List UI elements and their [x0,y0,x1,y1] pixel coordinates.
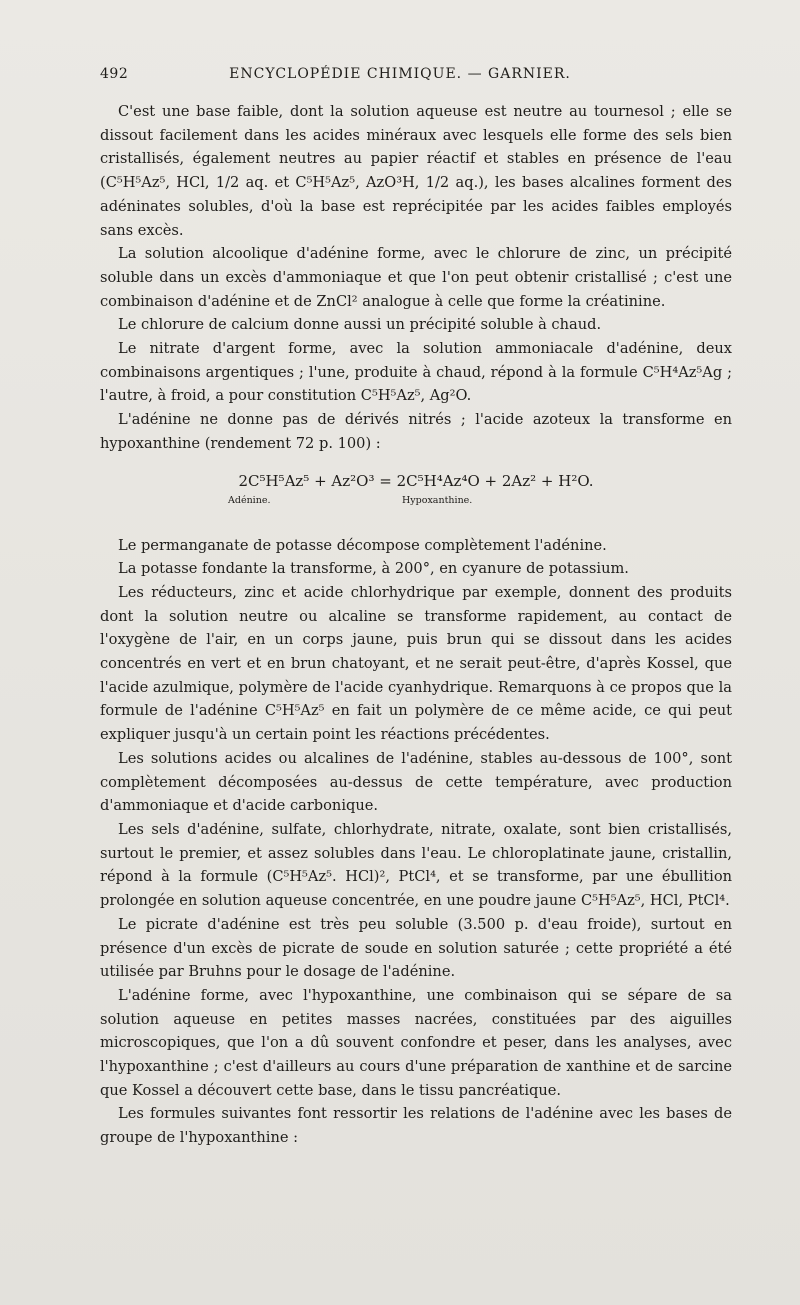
paragraph: La potasse fondante la transforme, à 200°, en cyanure de potassium. [118,560,629,578]
paragraph: Les solutions acides ou alcalines de l'adénine, stables au-dessous de 100°, sont complètement décomposées au-dessus de cette température, avec production d'ammoniaque et d'acide carbonique. [100,749,732,815]
paragraph: Les formules suivantes font ressortir les relations de l'adénine avec les bases de groupe de l'hypoxanthine : [100,1105,732,1147]
paragraph: L'adénine forme, avec l'hypoxanthine, une combinaison qui se sépare de sa solution aqueuse en petites masses nacrées, constituées par des aiguilles microscopiques, que l'on a dû souvent confondre et peser, dans les analyses, avec l'hypoxanthine ; c'est d'ailleurs au cours d'une préparation de xanthine et de sarcine que Kossel a découvert cette base, dans le tissu pancréatique. [100,986,732,1099]
paragraph: L'adénine ne donne pas de dérivés nitrés ; l'acide azoteux la transforme en hypoxanthine (rendement 72 p. 100) : [100,411,732,452]
body-text [100,100,732,1150]
paragraph: Les sels d'adénine, sulfate, chlorhydrate, nitrate, oxalate, sont bien cristallisés, surtout le premier, et assez solubles dans l'eau. Le chloroplatinate jaune, cristallin, répond à la formule (C⁵H⁵Az⁵. HCl)², PtCl⁴, et se transforme, par une ébullition prolongée en solution aqueuse concentrée, en une poudre jaune C⁵H⁵Az⁵, HCl, PtCl⁴. [100,820,732,910]
reaction-equation: 2C⁵H⁵Az⁵ + Az²O³ = 2C⁵H⁴Az⁴O + 2Az² + H²O. [238,471,594,490]
paragraph: Le permanganate de potasse décompose complètement l'adénine. [118,536,607,554]
paragraph: Les réducteurs, zinc et acide chlorhydrique par exemple, donnent des produits dont la solution neutre ou alcaline se transforme rapidement, au contact de l'oxygène de l'air, en un corps jaune, puis brun qui se dissout dans les acides concentrés en vert et en brun chatoyant, et ne serait peut-être, d'après Kossel, que l'acide azulmique, polymère de l'acide cyanhydrique. Remarquons à ce propos que la formule de l'adénine C⁵H⁵Az⁵ en fait un polymère de ce même acide, ce qui peut expliquer jusqu'à un certain point les réactions précédentes. [100,583,732,744]
paragraph: Le picrate d'adénine est très peu soluble (3.500 p. d'eau froide), surtout en présence d'un excès de picrate de soude en solution saturée ; cette propriété a été utilisée par Bruhns pour le dosage de l'adénine. [100,915,732,981]
page-number: 492 [100,66,129,82]
label-hypoxanthine: Hypoxanthine. [402,494,473,506]
equation-labels [100,492,732,514]
paragraph: Le nitrate d'argent forme, avec la solution ammoniacale d'adénine, deux combinaisons argentiques ; l'une, produite à chaud, répond à la formule C⁵H⁴Az⁵Ag ; l'autre, à froid, a pour constitution C⁵H⁵Az⁵, Ag²O. [100,340,732,405]
spacer [100,514,732,534]
paragraph: La solution alcoolique d'adénine forme, avec le chlorure de zinc, un précipité soluble dans un excès d'ammoniaque et que l'on peut obtenir cristallisé ; c'est une combinaison d'adénine et de ZnCl² analogue à celle que forme la créatinine. [100,245,732,310]
label-adenine: Adénine. [228,494,271,506]
paragraph: Le chlorure de calcium donne aussi un précipité soluble à chaud. [118,316,602,334]
paragraph: C'est une base faible, dont la solution aqueuse est neutre au tournesol ; elle se dissout facilement dans les acides minéraux avec lesquels elle forme des sels bien cristallisés, également neutres au papier réactif et stables en présence de l'eau (C⁵H⁵Az⁵, HCl, 1/2 aq. et C⁵H⁵Az⁵, AzO³H, 1/2 aq.), les bases alcalines forment des adéninates solubles, d'où la base est reprécipitée par les acides faibles employés sans excès. [100,103,732,239]
running-head: ENCYCLOPÉDIE CHIMIQUE. — GARNIER. [229,66,571,82]
